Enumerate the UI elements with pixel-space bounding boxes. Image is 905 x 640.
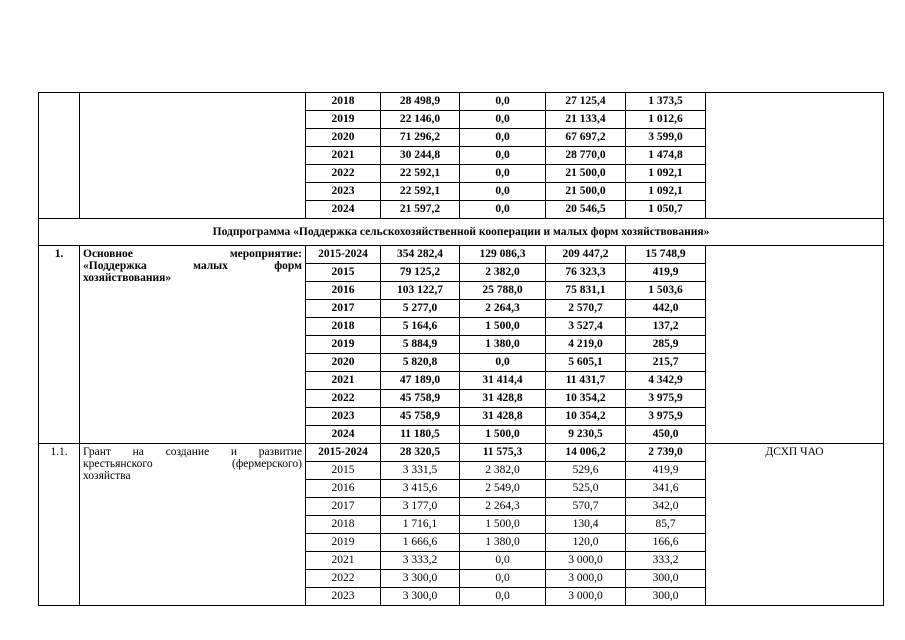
local-cell: 137,2 bbox=[626, 318, 706, 336]
local-cell: 1 373,5 bbox=[626, 93, 706, 111]
federal-cell: 2 549,0 bbox=[460, 480, 546, 498]
federal-cell: 1 380,0 bbox=[460, 336, 546, 354]
local-cell: 3 975,9 bbox=[626, 408, 706, 426]
regional-cell: 27 125,4 bbox=[546, 93, 626, 111]
federal-cell: 1 500,0 bbox=[460, 318, 546, 336]
total-cell: 28 498,9 bbox=[381, 93, 460, 111]
regional-cell: 130,4 bbox=[546, 516, 626, 534]
total-cell: 47 189,0 bbox=[381, 372, 460, 390]
total-cell: 1 716,1 bbox=[381, 516, 460, 534]
section-title: Подпрограмма «Поддержка сельскохозяйственной кооперации и малых форм хозяйствования» bbox=[39, 219, 884, 246]
name-word: крестьянского bbox=[83, 458, 153, 470]
local-cell: 285,9 bbox=[626, 336, 706, 354]
local-cell: 4 342,9 bbox=[626, 372, 706, 390]
federal-cell: 129 086,3 bbox=[460, 246, 546, 264]
name-word: форм bbox=[274, 260, 302, 272]
regional-cell: 209 447,2 bbox=[546, 246, 626, 264]
year-cell: 2016 bbox=[306, 480, 381, 498]
name-word: и bbox=[230, 446, 238, 458]
name-word: Основное bbox=[83, 248, 133, 260]
executor-cell bbox=[706, 246, 884, 444]
local-cell: 215,7 bbox=[626, 354, 706, 372]
regional-cell: 3 527,4 bbox=[546, 318, 626, 336]
executor-cell: ДСХП ЧАО bbox=[706, 444, 884, 606]
regional-cell: 21 500,0 bbox=[546, 183, 626, 201]
local-cell: 300,0 bbox=[626, 570, 706, 588]
federal-cell: 11 575,3 bbox=[460, 444, 546, 462]
name-cell bbox=[80, 444, 306, 606]
number-cell: 1. bbox=[39, 246, 80, 444]
local-cell: 1 050,7 bbox=[626, 201, 706, 219]
local-cell: 341,6 bbox=[626, 480, 706, 498]
total-cell: 45 758,9 bbox=[381, 408, 460, 426]
number-cell bbox=[39, 93, 80, 219]
name-line bbox=[83, 248, 302, 260]
name-line bbox=[83, 272, 302, 284]
federal-cell: 1 500,0 bbox=[460, 426, 546, 444]
regional-cell: 11 431,7 bbox=[546, 372, 626, 390]
name-word: мероприятие: bbox=[229, 248, 302, 260]
local-cell: 450,0 bbox=[626, 426, 706, 444]
table-row bbox=[39, 444, 884, 462]
total-cell: 3 300,0 bbox=[381, 588, 460, 606]
year-cell: 2021 bbox=[306, 552, 381, 570]
local-cell: 333,2 bbox=[626, 552, 706, 570]
regional-cell: 67 697,2 bbox=[546, 129, 626, 147]
total-cell: 21 597,2 bbox=[381, 201, 460, 219]
federal-cell: 0,0 bbox=[460, 201, 546, 219]
total-cell: 1 666,6 bbox=[381, 534, 460, 552]
local-cell: 1 092,1 bbox=[626, 165, 706, 183]
federal-cell: 1 380,0 bbox=[460, 534, 546, 552]
total-cell: 5 277,0 bbox=[381, 300, 460, 318]
year-cell: 2022 bbox=[306, 570, 381, 588]
local-cell: 419,9 bbox=[626, 264, 706, 282]
total-cell: 71 296,2 bbox=[381, 129, 460, 147]
total-cell: 3 177,0 bbox=[381, 498, 460, 516]
year-cell: 2015-2024 bbox=[306, 246, 381, 264]
total-cell: 3 300,0 bbox=[381, 570, 460, 588]
total-cell: 3 331,5 bbox=[381, 462, 460, 480]
name-word: создание bbox=[165, 446, 210, 458]
total-cell: 22 592,1 bbox=[381, 183, 460, 201]
federal-cell: 2 264,3 bbox=[460, 498, 546, 516]
federal-cell: 0,0 bbox=[460, 111, 546, 129]
total-cell: 5 820,8 bbox=[381, 354, 460, 372]
name-cell bbox=[80, 93, 306, 219]
name-line bbox=[83, 446, 302, 458]
regional-cell: 21 133,4 bbox=[546, 111, 626, 129]
total-cell: 28 320,5 bbox=[381, 444, 460, 462]
total-cell: 3 415,6 bbox=[381, 480, 460, 498]
year-cell: 2020 bbox=[306, 129, 381, 147]
local-cell: 1 474,8 bbox=[626, 147, 706, 165]
federal-cell: 2 264,3 bbox=[460, 300, 546, 318]
year-cell: 2017 bbox=[306, 300, 381, 318]
name-word: «Поддержка bbox=[83, 260, 147, 272]
regional-cell: 3 000,0 bbox=[546, 570, 626, 588]
year-cell: 2023 bbox=[306, 408, 381, 426]
regional-cell: 21 500,0 bbox=[546, 165, 626, 183]
year-cell: 2018 bbox=[306, 93, 381, 111]
regional-cell: 3 000,0 bbox=[546, 588, 626, 606]
federal-cell: 0,0 bbox=[460, 165, 546, 183]
year-cell: 2020 bbox=[306, 354, 381, 372]
regional-cell: 20 546,5 bbox=[546, 201, 626, 219]
regional-cell: 3 000,0 bbox=[546, 552, 626, 570]
number-cell: 1.1. bbox=[39, 444, 80, 606]
local-cell: 166,6 bbox=[626, 534, 706, 552]
table-row bbox=[39, 93, 884, 111]
total-cell: 103 122,7 bbox=[381, 282, 460, 300]
local-cell: 1 012,6 bbox=[626, 111, 706, 129]
regional-cell: 570,7 bbox=[546, 498, 626, 516]
total-cell: 22 592,1 bbox=[381, 165, 460, 183]
year-cell: 2015 bbox=[306, 462, 381, 480]
regional-cell: 10 354,2 bbox=[546, 390, 626, 408]
name-line bbox=[83, 470, 302, 482]
regional-cell: 4 219,0 bbox=[546, 336, 626, 354]
federal-cell: 1 500,0 bbox=[460, 516, 546, 534]
year-cell: 2019 bbox=[306, 534, 381, 552]
year-cell: 2019 bbox=[306, 111, 381, 129]
federal-cell: 31 428,8 bbox=[460, 390, 546, 408]
name-cell bbox=[80, 246, 306, 444]
year-cell: 2016 bbox=[306, 282, 381, 300]
regional-cell: 120,0 bbox=[546, 534, 626, 552]
total-cell: 354 282,4 bbox=[381, 246, 460, 264]
name-line bbox=[83, 458, 302, 470]
regional-cell: 10 354,2 bbox=[546, 408, 626, 426]
local-cell: 85,7 bbox=[626, 516, 706, 534]
table-row bbox=[39, 246, 884, 264]
federal-cell: 0,0 bbox=[460, 570, 546, 588]
regional-cell: 28 770,0 bbox=[546, 147, 626, 165]
name-word: (фермерского) bbox=[232, 458, 302, 470]
local-cell: 419,9 bbox=[626, 462, 706, 480]
name-word: хозяйства bbox=[83, 470, 131, 482]
total-cell: 45 758,9 bbox=[381, 390, 460, 408]
regional-cell: 2 570,7 bbox=[546, 300, 626, 318]
year-cell: 2023 bbox=[306, 588, 381, 606]
year-cell: 2018 bbox=[306, 318, 381, 336]
name-word: развитие bbox=[258, 446, 302, 458]
year-cell: 2017 bbox=[306, 498, 381, 516]
year-cell: 2021 bbox=[306, 147, 381, 165]
total-cell: 30 244,8 bbox=[381, 147, 460, 165]
regional-cell: 76 323,3 bbox=[546, 264, 626, 282]
total-cell: 11 180,5 bbox=[381, 426, 460, 444]
federal-cell: 0,0 bbox=[460, 183, 546, 201]
year-cell: 2015-2024 bbox=[306, 444, 381, 462]
regional-cell: 14 006,2 bbox=[546, 444, 626, 462]
local-cell: 442,0 bbox=[626, 300, 706, 318]
year-cell: 2021 bbox=[306, 372, 381, 390]
local-cell: 15 748,9 bbox=[626, 246, 706, 264]
name-word: малых bbox=[193, 260, 228, 272]
local-cell: 300,0 bbox=[626, 588, 706, 606]
federal-cell: 0,0 bbox=[460, 552, 546, 570]
total-cell: 22 146,0 bbox=[381, 111, 460, 129]
year-cell: 2024 bbox=[306, 201, 381, 219]
section-row bbox=[39, 219, 884, 246]
name-word: хозяйствования» bbox=[83, 272, 172, 284]
name-word: Грант bbox=[83, 446, 111, 458]
name-word: на bbox=[132, 446, 144, 458]
regional-cell: 75 831,1 bbox=[546, 282, 626, 300]
federal-cell: 0,0 bbox=[460, 147, 546, 165]
regional-cell: 9 230,5 bbox=[546, 426, 626, 444]
federal-cell: 31 428,8 bbox=[460, 408, 546, 426]
total-cell: 5 884,9 bbox=[381, 336, 460, 354]
year-cell: 2019 bbox=[306, 336, 381, 354]
year-cell: 2024 bbox=[306, 426, 381, 444]
table-body bbox=[39, 93, 884, 606]
federal-cell: 0,0 bbox=[460, 588, 546, 606]
local-cell: 3 975,9 bbox=[626, 390, 706, 408]
federal-cell: 2 382,0 bbox=[460, 264, 546, 282]
name-line bbox=[83, 260, 302, 272]
total-cell: 79 125,2 bbox=[381, 264, 460, 282]
year-cell: 2018 bbox=[306, 516, 381, 534]
year-cell: 2022 bbox=[306, 390, 381, 408]
funding-table bbox=[38, 92, 884, 606]
total-cell: 3 333,2 bbox=[381, 552, 460, 570]
regional-cell: 529,6 bbox=[546, 462, 626, 480]
regional-cell: 525,0 bbox=[546, 480, 626, 498]
federal-cell: 2 382,0 bbox=[460, 462, 546, 480]
local-cell: 342,0 bbox=[626, 498, 706, 516]
federal-cell: 0,0 bbox=[460, 354, 546, 372]
federal-cell: 0,0 bbox=[460, 93, 546, 111]
federal-cell: 25 788,0 bbox=[460, 282, 546, 300]
year-cell: 2023 bbox=[306, 183, 381, 201]
local-cell: 2 739,0 bbox=[626, 444, 706, 462]
local-cell: 1 092,1 bbox=[626, 183, 706, 201]
year-cell: 2015 bbox=[306, 264, 381, 282]
total-cell: 5 164,6 bbox=[381, 318, 460, 336]
local-cell: 1 503,6 bbox=[626, 282, 706, 300]
federal-cell: 0,0 bbox=[460, 129, 546, 147]
federal-cell: 31 414,4 bbox=[460, 372, 546, 390]
year-cell: 2022 bbox=[306, 165, 381, 183]
local-cell: 3 599,0 bbox=[626, 129, 706, 147]
executor-cell bbox=[706, 93, 884, 219]
regional-cell: 5 605,1 bbox=[546, 354, 626, 372]
